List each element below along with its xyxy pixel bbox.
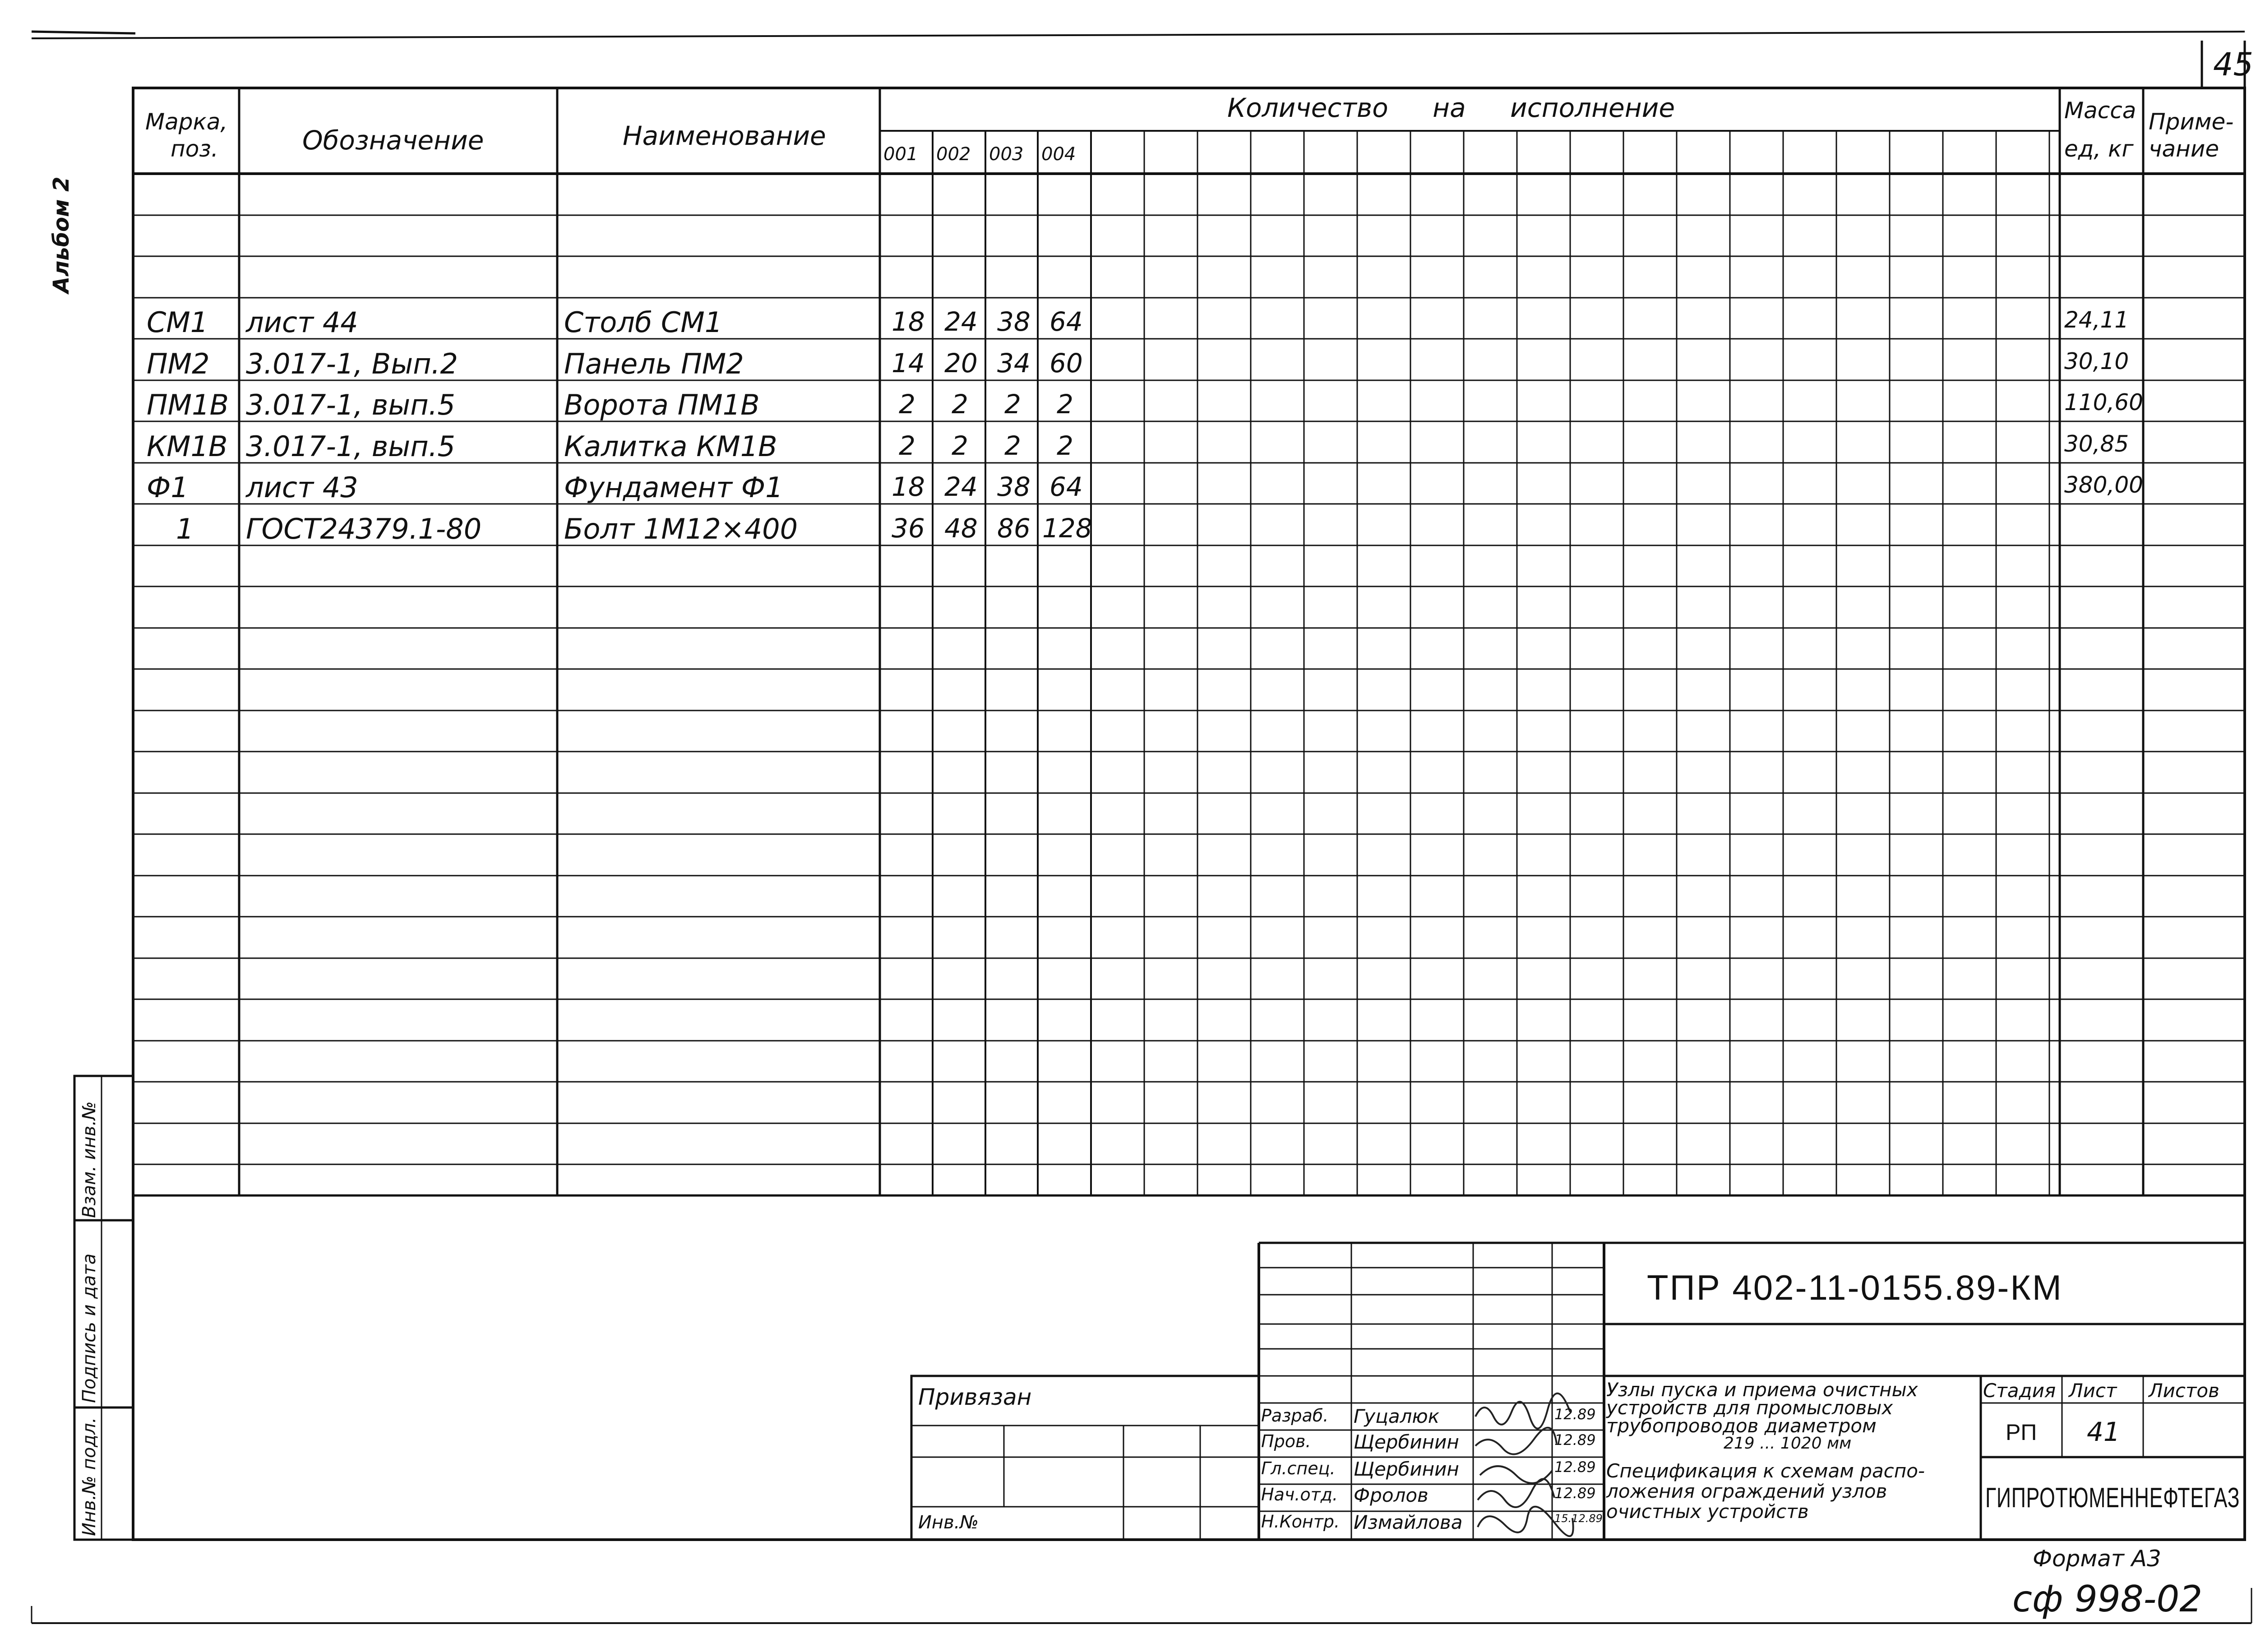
row-qty-3: 86 <box>997 512 1031 544</box>
row-name: Столб СМ1 <box>564 306 723 339</box>
stage-label: Стадия <box>1983 1380 2056 1402</box>
row-designation: лист 43 <box>246 471 358 504</box>
row-name: Фундамент Ф1 <box>564 471 783 504</box>
signature-3 <box>1480 1466 1552 1483</box>
row-qty-4: 2 <box>1057 389 1073 420</box>
row-mass: 30,10 <box>2064 348 2129 374</box>
sheet-label: Лист <box>2069 1380 2117 1402</box>
sheet-title-2: ложения ограждений узлов <box>1606 1480 1887 1502</box>
row-qty-3: 2 <box>1004 389 1021 420</box>
row-qty-3: 38 <box>997 306 1031 337</box>
row-mass: 24,11 <box>2064 307 2129 333</box>
format-label: Формат А3 <box>2033 1546 2161 1572</box>
stamp-podpis-data: Подпись и дата <box>79 1253 100 1403</box>
row-mark: ПМ2 <box>147 347 210 380</box>
header-name: Наименование <box>623 120 826 151</box>
header-mark: Марка, <box>145 109 228 135</box>
person-date: 12.89 <box>1554 1485 1596 1502</box>
row-mark: ПМ1В <box>147 388 229 421</box>
title-block-lines <box>133 1195 2245 1540</box>
row-qty-2: 2 <box>952 430 968 461</box>
signature-4 <box>1478 1479 1554 1507</box>
stamp-inv-vzam: Взам. инв.№ <box>79 1101 100 1218</box>
person-name: Измайлова <box>1354 1511 1463 1533</box>
header-note-2: чание <box>2149 136 2219 162</box>
person-name: Гуцалюк <box>1354 1405 1440 1427</box>
person-role: Разраб. <box>1261 1406 1329 1426</box>
row-mark: Ф1 <box>147 471 189 504</box>
object-title-2: устройств для промысловых <box>1606 1397 1893 1419</box>
row-designation: 3.017-1, Вып.2 <box>246 347 458 380</box>
row-qty-4: 60 <box>1049 347 1083 378</box>
row-qty-1: 2 <box>899 430 915 461</box>
row-qty-3: 38 <box>997 471 1031 502</box>
row-qty-3: 34 <box>997 347 1031 378</box>
row-qty-1: 36 <box>892 512 925 544</box>
person-name: Щербинин <box>1354 1431 1459 1453</box>
privyazan-inv: Инв.№ <box>918 1512 979 1533</box>
sheet-value: 41 <box>2087 1417 2120 1447</box>
variant-001: 001 <box>883 144 918 165</box>
row-qty-1: 14 <box>892 347 925 378</box>
object-title-1: Узлы пуска и приема очистных <box>1606 1379 1918 1401</box>
person-date: 12.89 <box>1554 1458 1596 1476</box>
person-date: 12.89 <box>1554 1431 1596 1449</box>
row-qty-1: 18 <box>892 471 925 502</box>
row-qty-4: 2 <box>1057 430 1073 461</box>
object-title-3: трубопроводов диаметром <box>1606 1415 1877 1437</box>
row-qty-4: 64 <box>1049 471 1083 502</box>
row-designation: лист 44 <box>246 306 358 339</box>
header-designation: Обозначение <box>302 125 484 156</box>
person-date: 12.89 <box>1554 1406 1596 1423</box>
row-mark: 1 <box>176 512 194 545</box>
variant-003: 003 <box>989 144 1024 165</box>
person-role: Пров. <box>1261 1431 1311 1451</box>
album-label: Альбом 2 <box>49 176 74 293</box>
row-qty-2: 24 <box>944 471 978 502</box>
sheets-label: Листов <box>2149 1380 2219 1402</box>
person-role: Гл.спец. <box>1261 1458 1336 1478</box>
row-qty-4: 128 <box>1042 512 1092 544</box>
person-role: Нач.отд. <box>1261 1485 1338 1504</box>
privyazan-label: Привязан <box>918 1384 1032 1410</box>
variant-002: 002 <box>936 144 971 165</box>
row-qty-2: 2 <box>952 389 968 420</box>
object-title-4: 219 ... 1020 мм <box>1724 1434 1852 1453</box>
document-code: ТПР 402-11-0155.89-КМ <box>1647 1268 2063 1307</box>
header-note: Приме- <box>2149 109 2234 135</box>
row-designation: ГОСТ24379.1-80 <box>246 512 482 545</box>
person-role: Н.Контр. <box>1261 1512 1340 1532</box>
variant-004: 004 <box>1041 144 1076 165</box>
row-name: Панель ПМ2 <box>564 347 744 380</box>
row-qty-2: 48 <box>944 512 978 544</box>
row-qty-3: 2 <box>1004 430 1021 461</box>
organization: ГИПРОТЮМЕННЕФТЕГАЗ <box>1985 1482 2240 1514</box>
row-mass: 30,85 <box>2064 430 2129 457</box>
signature-2 <box>1475 1428 1557 1454</box>
row-mass: 110,60 <box>2064 389 2143 415</box>
spec-grid <box>133 131 2245 1195</box>
row-mass: 380,00 <box>2064 472 2143 498</box>
archive-number: сф 998-02 <box>2012 1578 2203 1620</box>
person-date: 15.12.89 <box>1554 1512 1603 1525</box>
header-mass-unit: ед, кг <box>2064 136 2134 162</box>
row-name: Болт 1М12×400 <box>564 512 798 545</box>
row-mark: КМ1В <box>147 429 228 463</box>
person-name: Щербинин <box>1354 1458 1459 1480</box>
row-designation: 3.017-1, вып.5 <box>246 388 455 421</box>
row-qty-1: 18 <box>892 306 925 337</box>
sheet-title-3: очистных устройств <box>1606 1500 1809 1523</box>
stamp-inv-podl: Инв.№ подл. <box>79 1417 100 1536</box>
sheet-number: 45 <box>2213 46 2254 83</box>
row-name: Ворота ПМ1В <box>564 388 760 421</box>
header-mass: Масса <box>2064 97 2136 124</box>
row-qty-4: 64 <box>1049 306 1083 337</box>
header-quantity: Количество на исполнение <box>1227 92 1675 123</box>
row-qty-2: 20 <box>944 347 978 378</box>
header-pos: поз. <box>171 136 218 162</box>
sheet-title-1: Спецификация к схемам распо- <box>1606 1460 1925 1482</box>
row-mark: СМ1 <box>147 306 208 339</box>
row-qty-2: 24 <box>944 306 978 337</box>
row-qty-1: 2 <box>899 389 915 420</box>
row-name: Калитка КМ1В <box>564 429 777 463</box>
scan-edge-mark <box>32 32 135 33</box>
stage-value: РП <box>2006 1420 2037 1445</box>
person-name: Фролов <box>1354 1484 1428 1506</box>
row-designation: 3.017-1, вып.5 <box>246 429 455 463</box>
